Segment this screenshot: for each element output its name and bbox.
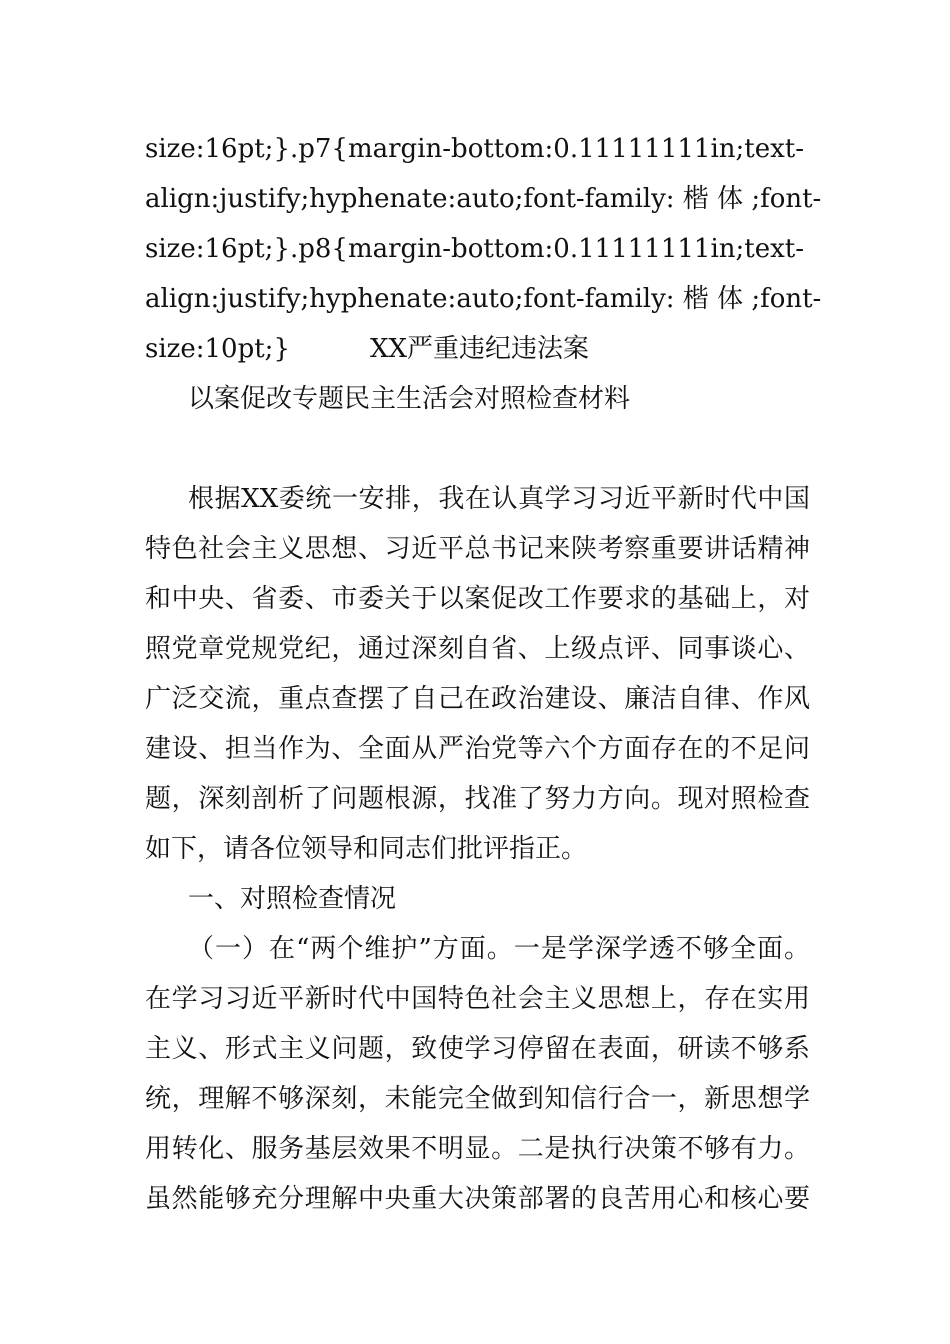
intro-paragraph-line: 特色社会主义思想、习近平总书记来陕考察重要讲话精神 (145, 534, 810, 564)
intro-paragraph-line: 广泛交流，重点查摆了自己在政治建设、廉洁自律、作风 (145, 684, 810, 714)
section-paragraph-line: 主义、形式主义问题，致使学习停留在表面，研读不够系 (145, 1034, 810, 1064)
intro-paragraph-line: 照党章党规党纪，通过深刻自省、上级点评、同事谈心、 (145, 634, 810, 664)
css-residue-line: align:justify;hyphenate:auto;font-family: 楷 体 ;font- (145, 284, 822, 314)
document-title-line2: 以案促改专题民主生活会对照检查材料 (188, 384, 631, 414)
css-residue-line: align:justify;hyphenate:auto;font-family: 楷 体 ;font- (145, 184, 822, 214)
css-residue-line: size:10pt;} (145, 334, 290, 364)
intro-paragraph-line: 和中央、省委、市委关于以案促改工作要求的基础上，对 (145, 584, 810, 614)
section-paragraph-line: 用转化、服务基层效果不明显。二是执行决策不够有力。 (145, 1134, 810, 1164)
title-row (145, 332, 810, 366)
section-paragraph-line: 在学习习近平新时代中国特色社会主义思想上，存在实用 (145, 984, 810, 1014)
intro-paragraph-line: 题，深刻剖析了问题根源，找准了努力方向。现对照检查 (145, 784, 810, 814)
section-paragraph-line: （一）在“两个维护”方面。一是学深学透不够全面。 (188, 934, 810, 964)
section-paragraph-line: 虽然能够充分理解中央重大决策部署的良苦用心和核心要 (145, 1184, 810, 1214)
css-residue-line: size:16pt;}.p8{margin-bottom:0.11111111in;text- (145, 234, 805, 264)
intro-paragraph-line: 根据XX委统一安排，我在认真学习习近平新时代中国 (188, 484, 810, 514)
intro-paragraph-line: 如下，请各位领导和同志们批评指正。 (145, 834, 588, 864)
intro-paragraph-line: 建设、担当作为、全面从严治党等六个方面存在的不足问 (145, 734, 810, 764)
section-heading: 一、对照检查情况 (188, 884, 397, 914)
document-title-line1: XX严重违纪违法案 (369, 334, 590, 364)
css-residue-line: size:16pt;}.p7{margin-bottom:0.11111111in;text- (145, 134, 805, 164)
section-paragraph-line: 统，理解不够深刻，未能完全做到知信行合一，新思想学 (145, 1084, 810, 1114)
